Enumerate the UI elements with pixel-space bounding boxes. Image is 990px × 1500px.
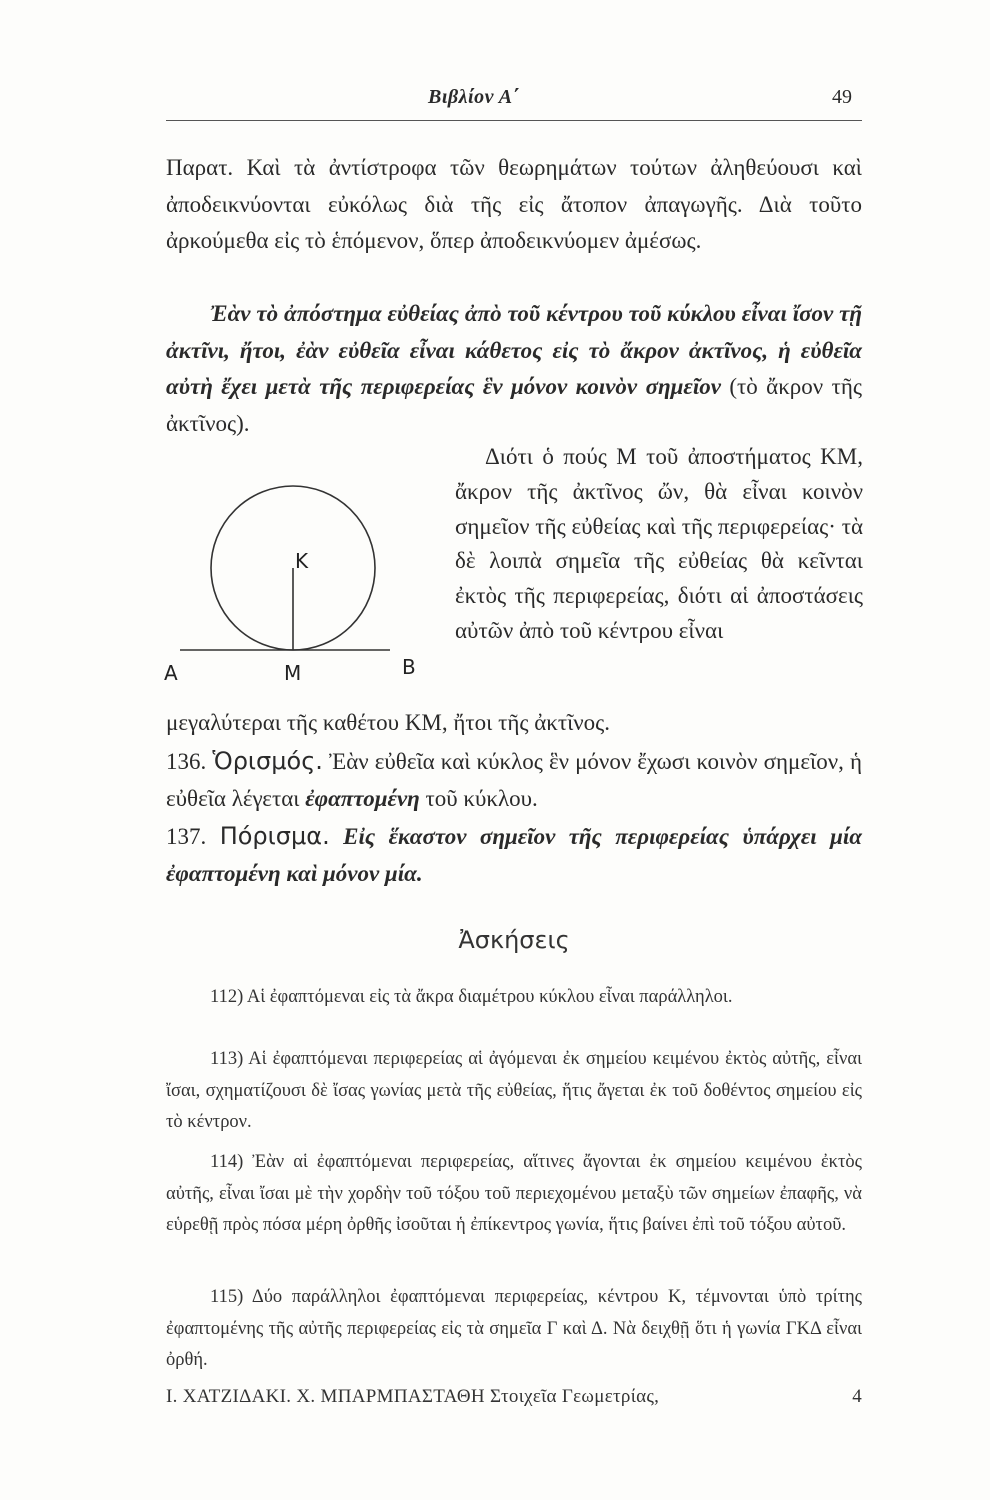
definition-label: Ὁρισμός. — [212, 747, 323, 775]
exercise-114: 114) Ἐὰν αἱ ἐφαπτόμεναι περιφερείας, αἵτινες ἄγονται ἐκ σημείου κειμένου ἐκτὸς αὐτῆς, εἶναι ἴσαι μὲ τὴν χορδὴν τοῦ τόξου τοῦ περιεχομένου μεταξὺ τῶν σημείων ἐπαφῆς, νὰ εὑρεθῇ πρὸς πόσα μέρη ὀρθῆς ἰσοῦται ἡ ἐπίκεντρος γωνία, ἥτις βαίνει ἐπὶ τοῦ τόξου αὐτοῦ. — [166, 1152, 862, 1235]
definition-term: ἐφαπτομένη — [305, 785, 420, 811]
running-title: Βιβλίον Α΄ — [428, 86, 520, 108]
exercise-112: 112) Αἱ ἐφαπτόμεναι εἰς τὰ ἄκρα διαμέτρου κύκλου εἶναι παράλληλοι. — [210, 987, 733, 1007]
page-number: 49 — [832, 86, 852, 108]
exercise-113: 113) Αἱ ἐφαπτόμεναι περιφερείας αἱ ἀγόμεναι ἐκ σημείου κειμένου ἐκτὸς αὐτῆς, εἶναι ἴσαι, σχηματίζουσι δὲ ἴσας γωνίας μετὰ τῆς εὐθείας, ἥτις ἄγεται ἐκ τοῦ δοθέντος σημείου εἰς τὸ κέντρον. — [166, 1049, 862, 1132]
proof-continuation: μεγαλύτεραι τῆς καθέτου ΚΜ, ἤτοι τῆς ἀκτῖνος. — [166, 710, 611, 735]
corollary-label: Πόρισμα. — [219, 822, 330, 850]
sheet-number: 4 — [852, 1386, 862, 1407]
label-m: M — [284, 661, 302, 685]
exercises-heading: Ἀσκήσεις — [458, 926, 570, 954]
label-a: A — [164, 661, 178, 685]
definition-text-after: τοῦ κύκλου. — [419, 785, 538, 811]
remark-paragraph: Παρατ. Καὶ τὰ ἀντίστροφα τῶν θεωρημάτων τούτων ἀληθεύουσι καὶ ἀποδεικνύονται εὐκόλως διὰ τῆς εἰς ἄτοπον ἀπαγωγῆς. Διὰ τοῦτο ἀρκούμεθα εἰς τὸ ἑπόμενον, ὅπερ ἀποδεικνύομεν ἀμέσως. — [166, 155, 862, 253]
corollary-137 — [166, 818, 862, 892]
corollary-number: 137. — [166, 824, 207, 849]
footer-signature — [166, 1386, 862, 1408]
label-b: B — [402, 655, 416, 679]
definition-text-before: Ἐὰν εὐθεῖα καὶ κύκλος ἓν μόνον ἔχωσι κοινὸν σημεῖον, ἡ εὐθεῖα λέγεται — [166, 749, 862, 811]
tangent-figure — [150, 470, 450, 695]
theorem-statement — [166, 296, 862, 442]
definition-number: 136. — [166, 749, 207, 774]
theorem-note: (τὸ ἄκρον τῆς ἀκτῖνος). — [166, 374, 862, 436]
theorem-text: Ἐὰν τὸ ἀπόστημα εὐθείας ἀπὸ τοῦ κέντρου τοῦ κύκλου εἶναι ἴσον τῇ ἀκτῖνι, ἤτοι, ἐὰν εὐθεῖα εἶναι κάθετος εἰς τὸ ἄκρον ἀκτῖνος, ἡ εὐθεῖα αὐτὴ ἔχει μετὰ τῆς περιφερείας ἓν μόνον κοινὸν σημεῖον — [166, 301, 862, 399]
corollary-text: Εἰς ἕκαστον σημεῖον τῆς περιφερείας ὑπάρχει μία ἐφαπτομένη καὶ μόνον μία. — [166, 824, 863, 886]
running-header — [166, 80, 862, 121]
proof-beside-figure: Διότι ὁ πούς Μ τοῦ ἀποστήματος ΚΜ, ἄκρον τῆς ἀκτῖνος ὤν, θὰ εἶναι κοινὸν σημεῖον τῆς εὐθείας καὶ τῆς περιφερείας· τὰ δὲ λοιπὰ σημεῖα τῆς εὐθείας θὰ κεῖνται ἐκτὸς τῆς περιφερείας, διότι αἱ ἀποστάσεις αὐτῶν ἀπὸ τοῦ κέντρου εἶναι — [455, 444, 863, 643]
definition-136 — [166, 743, 862, 817]
exercise-115: 115) Δύο παράλληλοι ἐφαπτόμεναι περιφερείας, κέντρου Κ, τέμνονται ὑπὸ τρίτης ἐφαπτομένης τῆς αὐτῆς περιφερείας εἰς τὰ σημεῖα Γ καὶ Δ. Νὰ δειχθῇ ὅτι ἡ γωνία ΓΚΔ εἶναι ὀρθή. — [166, 1287, 862, 1370]
label-k: K — [295, 549, 309, 573]
footer-text: Ι. ΧΑΤΖΙΔΑΚΙ. Χ. ΜΠΑΡΜΠΑΣΤΑΘΗ Στοιχεῖα Γεωμετρίας, — [166, 1386, 660, 1407]
